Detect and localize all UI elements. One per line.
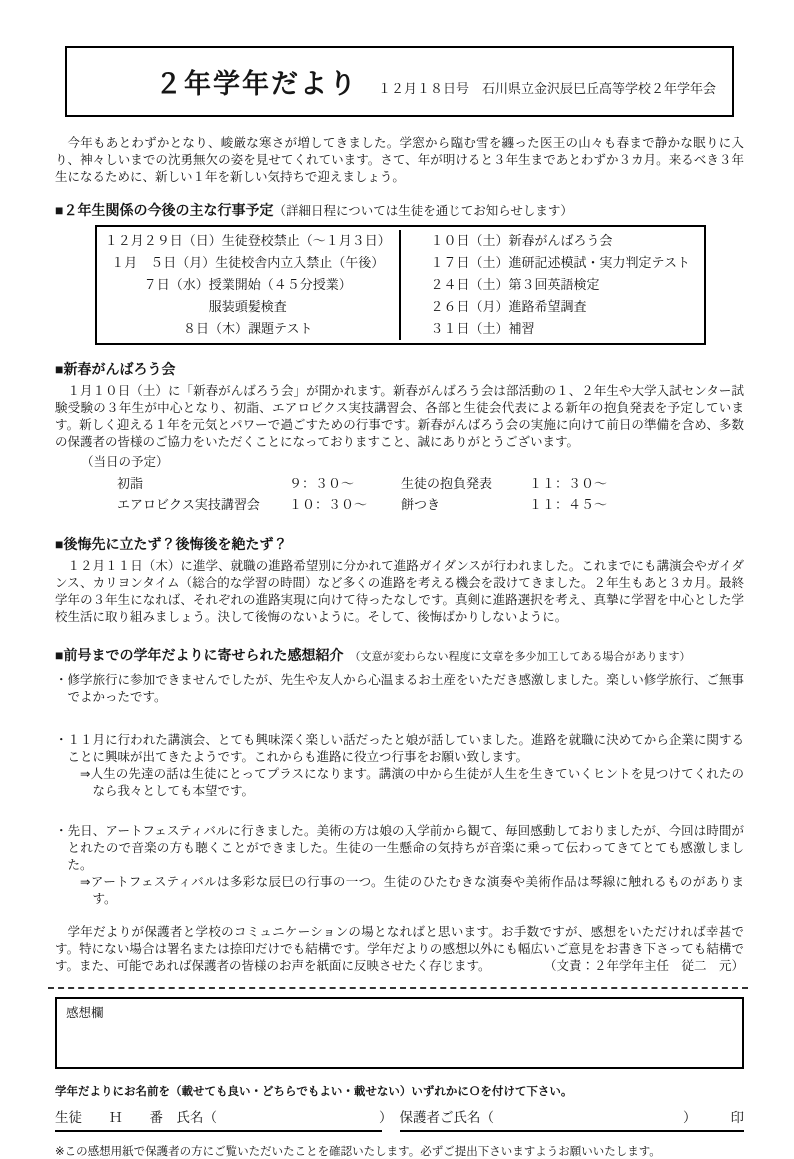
event-item: ２６日（月）進路希望調査 <box>430 299 587 314</box>
regret-paragraph: １２月１１日（木）に進学、就職の進路希望別に分かれて進路ガイダンスが行われました。これまでにも講演会やガイダンス、カリヨンタイム（総合的な学習の時間）など多くの進路を考える機会を設けてきました。２年生もあと３カ月。最終学年の３年生になれば、それぞれの進路実現に向けて待ったなしです。真剣に進路選択を考え、真摯に学習を中心とした学校生活に取り組みましょう。決して後悔のないように。そして、後悔ばかりしないように。 <box>55 559 744 624</box>
feedback-section-heading <box>55 646 744 666</box>
events-schedule-table <box>95 225 706 345</box>
day-plan-time: １０：３０～ <box>289 497 368 512</box>
event-item: １月 ５日（月）生徒校舎内立入禁止（午後） <box>111 255 385 270</box>
events-column-december <box>97 230 401 340</box>
day-plan-label: （当日の予定） <box>81 455 169 469</box>
comment-box-label: 感想欄 <box>66 1006 104 1020</box>
event-item: １２月２９日（日）生徒登校禁止（～１月３日） <box>104 233 391 248</box>
feedback-item: ・修学旅行に参加できませんでしたが、先生や友人から心温まるお土産をいただき感激しました。楽しい修学旅行、ご無事でよかったです。 <box>55 673 744 704</box>
day-plan-time: １１：４５～ <box>529 497 608 512</box>
issue-info: １２月１８日号 石川県立金沢辰巳丘高等学校２年学年会 <box>377 81 716 96</box>
event-item: １７日（土）進研記述模試・実力判定テスト <box>430 255 690 270</box>
event-item: ８日（木）課題テスト <box>183 321 313 336</box>
day-plan-event: エアロビクス実技講習会 <box>117 497 260 512</box>
guardian-name-field <box>400 1106 745 1132</box>
event-item: ７日（水）授業開始（４５分授業） <box>143 277 352 292</box>
regret-section-heading: ■後悔先に立たず？後悔後を絶たず？ <box>55 536 288 552</box>
event-item: ２４日（土）第３回英語検定 <box>430 277 600 292</box>
event-item: １０日（土）新春がんばろう会 <box>430 233 613 248</box>
events-column-january <box>401 230 705 340</box>
feedback-reply: ⇒アートフェスティバルは多彩な辰巳の行事の一つ。生徒のひたむきな演奏や美術作品は琴線に触れるものがあります。 <box>80 875 744 906</box>
guardian-name-label: 保護者ご氏名（ ） <box>399 1110 697 1125</box>
attribution: （文責：２年学年主任 従二 元） <box>543 959 744 973</box>
event-item: 服装頭髪検査 <box>208 299 287 314</box>
signature-row <box>55 1106 744 1132</box>
closing-paragraph <box>55 924 744 975</box>
feedback-reply: ⇒人生の先達の話は生徒にとってプラスになります。講演の中から生徒が人生を生きていくヒントを見つけてくれたのなら我々としても本望です。 <box>80 767 744 798</box>
day-plan-time: ９：３０～ <box>289 476 355 491</box>
events-section-heading <box>55 201 744 220</box>
closing-text: 学年だよりが保護者と学校のコミュニケーションの場となればと思います。お手数ですが、感想をいただければ幸甚です。特にない場合は署名または捺印だけでも結構です。学年だよりの感想以外にも幅広いご意見をお書き下さっても結構です。また、可能であれば保護者の皆様のお声を紙面に反映させたく存じます。 <box>55 925 744 973</box>
events-heading-text: ■２年生関係の今後の主な行事予定 <box>55 202 274 218</box>
event-item: ３１日（土）補習 <box>430 321 535 336</box>
newyear-section-heading: ■新春がんばろう会 <box>55 361 176 377</box>
seal-label: 印 <box>730 1110 744 1125</box>
day-plan-time: １１：３０～ <box>529 476 608 491</box>
day-plan-event: 餅つき <box>401 497 441 512</box>
feedback-heading-note: （文意が変わらない程度に文章を多少加工してある場合があります） <box>349 651 691 663</box>
comment-box <box>55 997 744 1069</box>
newsletter-header <box>65 46 734 117</box>
day-plan-grid <box>117 473 744 515</box>
tear-off-separator <box>48 987 748 989</box>
submission-note: ※この感想用紙で保護者の方にご覧いただいたことを確認いたします。必ずご提出下さいますようお願いいたします。 <box>55 1146 661 1158</box>
student-name-field: 生徒 Ｈ 番 氏名（ ） <box>55 1106 382 1132</box>
newyear-paragraph: １月１０日（土）に「新春がんばろう会」が開かれます。新春がんばろう会は部活動の１、２年生や大学入試センター試験受験の３年生が中心となり、初詣、エアロビクス実技講習会、各部と生徒会代表による新年の抱負発表を予定しています。新しく迎える１年を元気とパワーで過ごすための行事です。新春がんばろう会の実施に向けて前日の準備を含め、多数の保護者の皆様のご協力をいただくことになっておりますこと、誠にありがとうございます。 <box>55 384 744 449</box>
name-publish-instruction: 学年だよりにお名前を（載せても良い・どちらでもよい・載せない）いずれかにＯを付けて下さい。 <box>55 1086 573 1098</box>
newsletter-title: ２年学年だより <box>155 69 358 99</box>
feedback-heading-text: ■前号までの学年だよりに寄せられた感想紹介 <box>55 647 344 663</box>
day-plan-event: 生徒の抱負発表 <box>401 476 493 491</box>
feedback-item: ・１１月に行われた講演会、とても興味深く楽しい話だったと娘が話していました。進路を就職に決めてから企業に関することに興味が出てきたようです。これからも進路に役立つ行事をお願い致します。 <box>55 733 744 764</box>
day-plan-event: 初詣 <box>117 476 144 491</box>
intro-paragraph: 今年もあとわずかとなり、峻厳な寒さが増してきました。学窓から臨む雪を纏った医王の山々も春まで静かな眠りに入り、神々しいまでの沈勇無欠の姿を見せてくれています。さて、年が明けると３年生まであとわずか３カ月。来るべき３年生になるために、新しい１年を新しい気持ちで迎えましょう。 <box>55 136 744 184</box>
feedback-item: ・先日、アートフェスティバルに行きました。美術の方は娘の入学前から観て、毎回感動しておりましたが、今回は時間がとれたので音楽の方も聴くことができました。生徒の一生懸命の気持ちが音楽に乗って伝わってきてとても感激しました。 <box>55 824 744 872</box>
events-heading-note: （詳細日程については生徒を通じてお知らせします） <box>273 204 573 218</box>
